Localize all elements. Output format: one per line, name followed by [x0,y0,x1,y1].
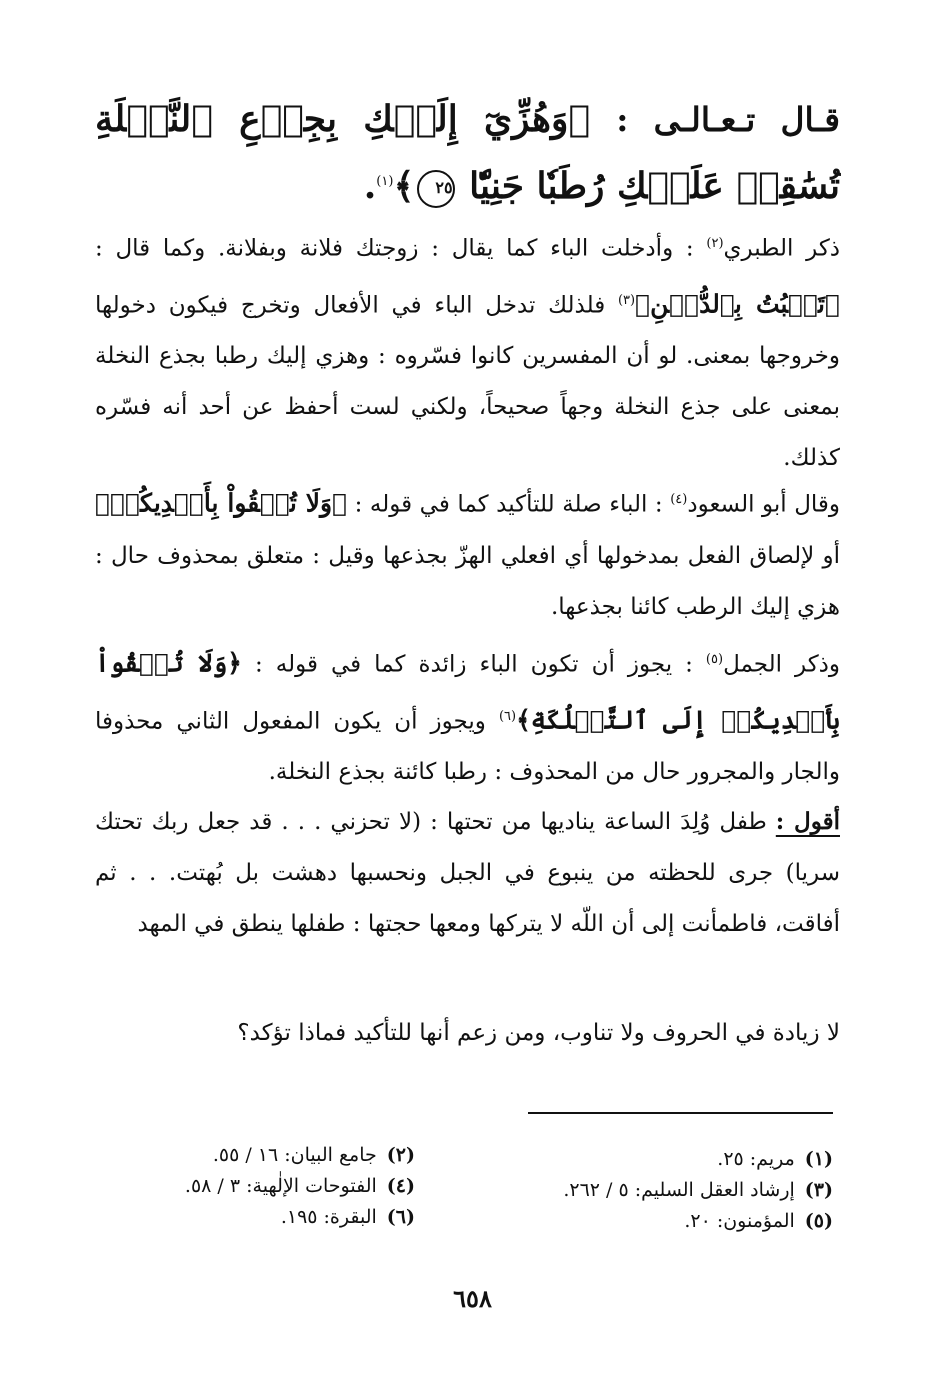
footnote-ref: (٢) [706,236,724,251]
paragraph-text: أو لإلصاق الفعل بمدخولها أي افعلي الهزّ بجذعها وقيل : متعلق بمحذوف حال : هزي إليك الرطب كائنا بجذعها. [95,542,840,620]
paragraph-text: لا زيادة في الحروف ولا تناوب، ومن زعم أنها للتأكيد فماذا تؤكد؟ [237,1020,840,1046]
footnote-separator [528,1112,833,1114]
page-number: ٦٥٨ [453,1284,492,1313]
verse-end-mark: . [363,165,377,207]
footnote-ref: (٥) [705,652,724,667]
footnote-item [185,1202,415,1233]
footnote-item [185,1171,415,1202]
author-comment-label: أقول : [775,808,840,835]
paragraph-text: وذكر الجمل [723,651,841,678]
quran-quote: ﴿وَلَا تُلۡقُواْ بِأَيۡدِيكُمۡ إِلَى ٱلتَّهۡلُكَةِ﴾ [95,648,841,735]
paragraph-jamal [95,634,840,798]
footnote-column-right [563,1144,833,1237]
paragraph-text: فلذلك تدخل الباء في الأفعال وتخرج فيكون دخولها وخروجها بمعنى. لو أن المفسرين كانوا فسّروه : وهزي إليك رطبا بجذع النخلة بمعنى على جذع النخلة وجهاً صحيحاً، ولكني لست أحفظ عن أحد أنه فسّره كذلك. [95,292,840,472]
footnote-column-left [185,1140,415,1233]
footnote-text: البقرة: ١٩٥. [280,1206,377,1228]
ayah-number-marker: ٢٥ [417,170,455,208]
footnote-number: (٦) [386,1206,415,1228]
footnote-text: مريم: ٢٥. [717,1148,795,1170]
footnote-text: جامع البيان: ١٦ / ٥٥. [212,1144,377,1166]
footnote-ref: (٤) [670,492,688,507]
footnote-item [185,1140,415,1171]
paragraph-text: وقال أبو السعود [687,491,841,518]
paragraph-text: ويجوز أن يكون المفعول الثاني محذوفا والجار والمجرور حال من المحذوف : رطبا كائنة بجذع النخلة. [95,708,840,786]
footnote-item [563,1206,833,1237]
quran-quote: ﴿وَلَا تُلۡقُواْ بِأَيۡدِيكُمۡ﴾ [95,488,348,518]
footnote-text: إرشاد العقل السليم: ٥ / ٢٦٢. [563,1179,795,1201]
footnote-ref: (٣) [617,292,636,308]
paragraph-conclusion [95,1008,840,1059]
footnote-text: الفتوحات الإلٰهية: ٣ / ٥٨. [184,1175,377,1197]
paragraph-text: ذكر الطبري [723,235,841,262]
verse-close-bracket: ﴾ [393,165,415,207]
paragraph-abu-suud [95,474,840,633]
footnote-number: (١) [804,1148,833,1170]
paragraph-text: : يجوز أن تكون الباء زائدة كما في قوله : [255,651,693,678]
paragraph-tabari [95,218,840,484]
footnote-text: المؤمنون: ٢٠. [684,1210,795,1232]
footnote-number: (٣) [804,1179,833,1201]
verse-intro-label: قـال تـعـالـى : [616,100,840,139]
paragraph-text: : الباء صلة للتأكيد كما في قوله : [354,491,663,518]
paragraph-author-comment [95,796,840,950]
footnote-ref: (٦) [498,708,517,724]
footnote-number: (٥) [804,1210,833,1232]
footnote-number: (٢) [386,1144,415,1166]
paragraph-text: طفل وُلِدَ الساعة يناديها من تحتها : (لا تحزني . . . قد جعل ربك تحتك سريا) جرى للحظته من ينبوع في الجبل ونحسبها دهشت بل بُهتت. . . ثم أفاقت، فاطمأنت إلى أن اللّه لا يتركها ومعها حجتها : طفلها ينطق في المهد [95,809,840,937]
verse-text: ﴿وَهُزِّيٓ إِلَيۡكِ بِجِذۡعِ ٱلنَّخۡلَةِ تُسَٰقِطۡ عَلَيۡكِ رُطَبٗا جَنِيّٗا [95,98,840,207]
footnote-ref: (١) [376,174,394,189]
quran-quote: ﴿تَنۢبُتُ بِٱلدُّهۡنِ﴾ [635,289,841,319]
footnote-item [563,1175,833,1206]
quran-verse-heading [95,88,840,217]
footnote-number: (٤) [386,1175,415,1197]
footnote-item [563,1144,833,1175]
paragraph-text: : وأدخلت الباء كما يقال : زوجتك فلانة وبفلانة. وكما قال : [95,235,694,262]
